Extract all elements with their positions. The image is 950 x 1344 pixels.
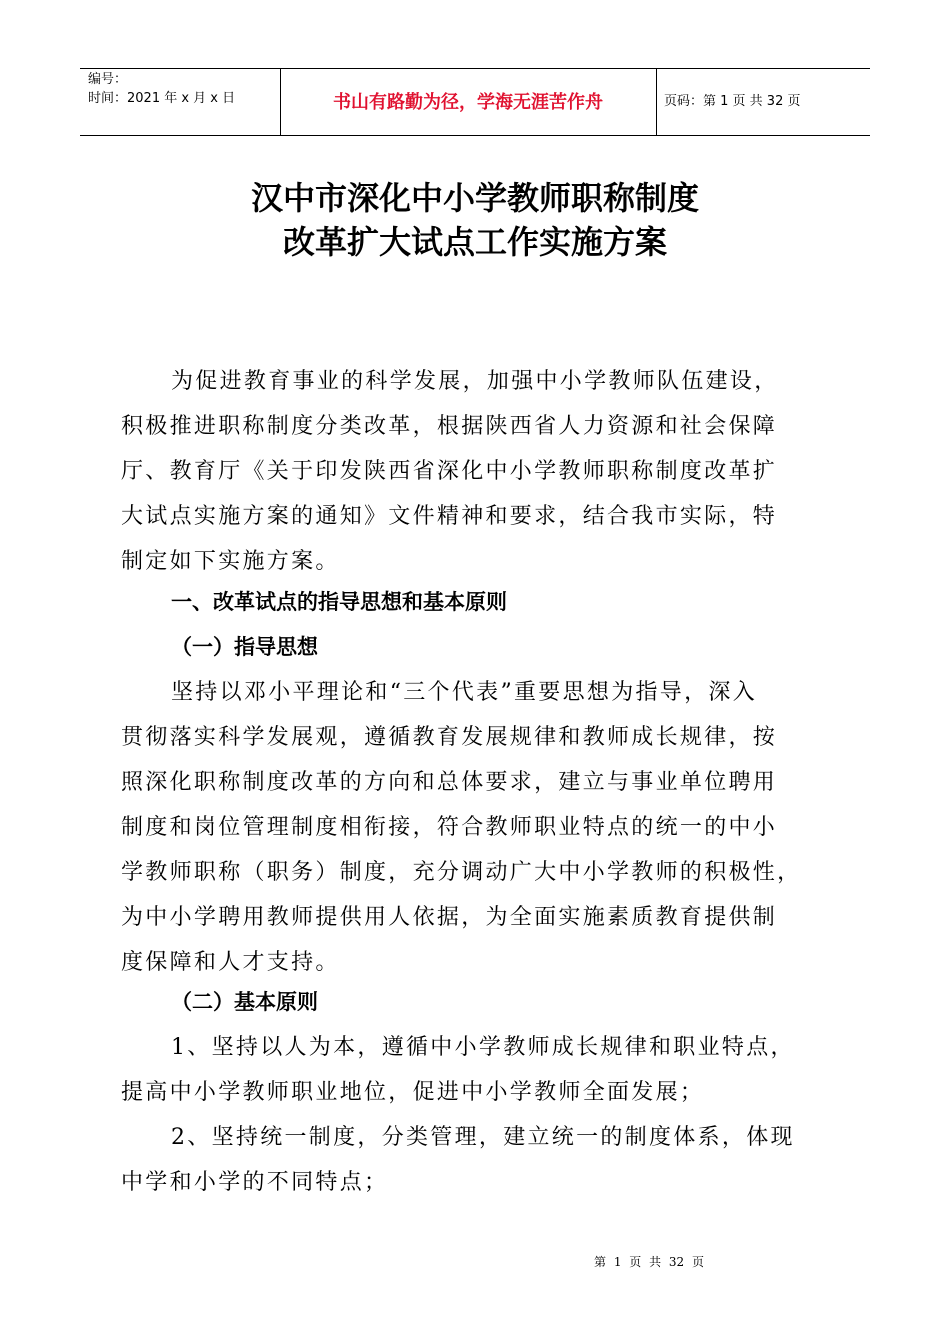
paragraph-line: 厅、教育厅《关于印发陕西省深化中小学教师职称制度改革扩 bbox=[121, 459, 778, 484]
paragraph-line: 提高中小学教师职业地位，促进中小学教师全面发展； bbox=[121, 1080, 705, 1105]
intro-paragraph bbox=[121, 359, 841, 584]
document-title-line-2: 改革扩大试点工作实施方案 bbox=[282, 223, 667, 261]
section-heading-1: 一、改革试点的指导思想和基本原则 bbox=[171, 590, 507, 614]
header-page-cell bbox=[656, 69, 870, 135]
subsection-heading-guiding: （一）指导思想 bbox=[171, 635, 318, 659]
paragraph-line: 制度和岗位管理制度相衔接，符合教师职业特点的统一的中小 bbox=[121, 815, 778, 840]
paragraph-line: 为促进教育事业的科学发展，加强中小学教师队伍建设， bbox=[171, 369, 779, 394]
paragraph-line: 贯彻落实科学发展观，遵循教育发展规律和教师成长规律，按 bbox=[121, 725, 778, 750]
header-page-info: 页码：第 1 页 共 32 页 bbox=[664, 94, 801, 109]
document-number-label: 编号： bbox=[88, 72, 128, 87]
paragraph-line: 1、坚持以人为本，遵循中小学教师成长规律和职业特点， bbox=[171, 1035, 795, 1060]
principle-1-paragraph bbox=[121, 1025, 841, 1115]
header-motto: 书山有路勤为径，学海无涯苦作舟 bbox=[333, 92, 603, 113]
header-motto-cell bbox=[280, 69, 657, 135]
paragraph-line: 制定如下实施方案。 bbox=[121, 549, 340, 574]
guiding-paragraph bbox=[121, 670, 841, 985]
page-header bbox=[80, 68, 870, 136]
paragraph-line: 中学和小学的不同特点； bbox=[121, 1170, 389, 1195]
paragraph-line: 度保障和人才支持。 bbox=[121, 950, 340, 975]
paragraph-line: 为中小学聘用教师提供用人依据，为全面实施素质教育提供制 bbox=[121, 905, 778, 930]
paragraph-line: 2、坚持统一制度，分类管理，建立统一的制度体系，体现 bbox=[171, 1125, 795, 1150]
paragraph-line: 照深化职称制度改革的方向和总体要求，建立与事业单位聘用 bbox=[121, 770, 778, 795]
header-meta-cell bbox=[80, 69, 281, 135]
subsection-heading-principles: （二）基本原则 bbox=[171, 990, 318, 1014]
paragraph-line: 坚持以邓小平理论和“三个代表”重要思想为指导，深入 bbox=[171, 680, 757, 705]
paragraph-line: 大试点实施方案的通知》文件精神和要求，结合我市实际，特 bbox=[121, 504, 778, 529]
principle-2-paragraph bbox=[121, 1115, 841, 1205]
document-title-line-1: 汉中市深化中小学教师职称制度 bbox=[250, 179, 699, 217]
paragraph-line: 积极推进职称制度分类改革，根据陕西省人力资源和社会保障 bbox=[121, 414, 778, 439]
paragraph-line: 学教师职称（职务）制度，充分调动广大中小学教师的积极性， bbox=[121, 860, 802, 885]
page-footer: 第 1 页 共 32 页 bbox=[594, 1255, 704, 1269]
document-date-label: 时间：2021 年 x 月 x 日 bbox=[88, 91, 236, 106]
